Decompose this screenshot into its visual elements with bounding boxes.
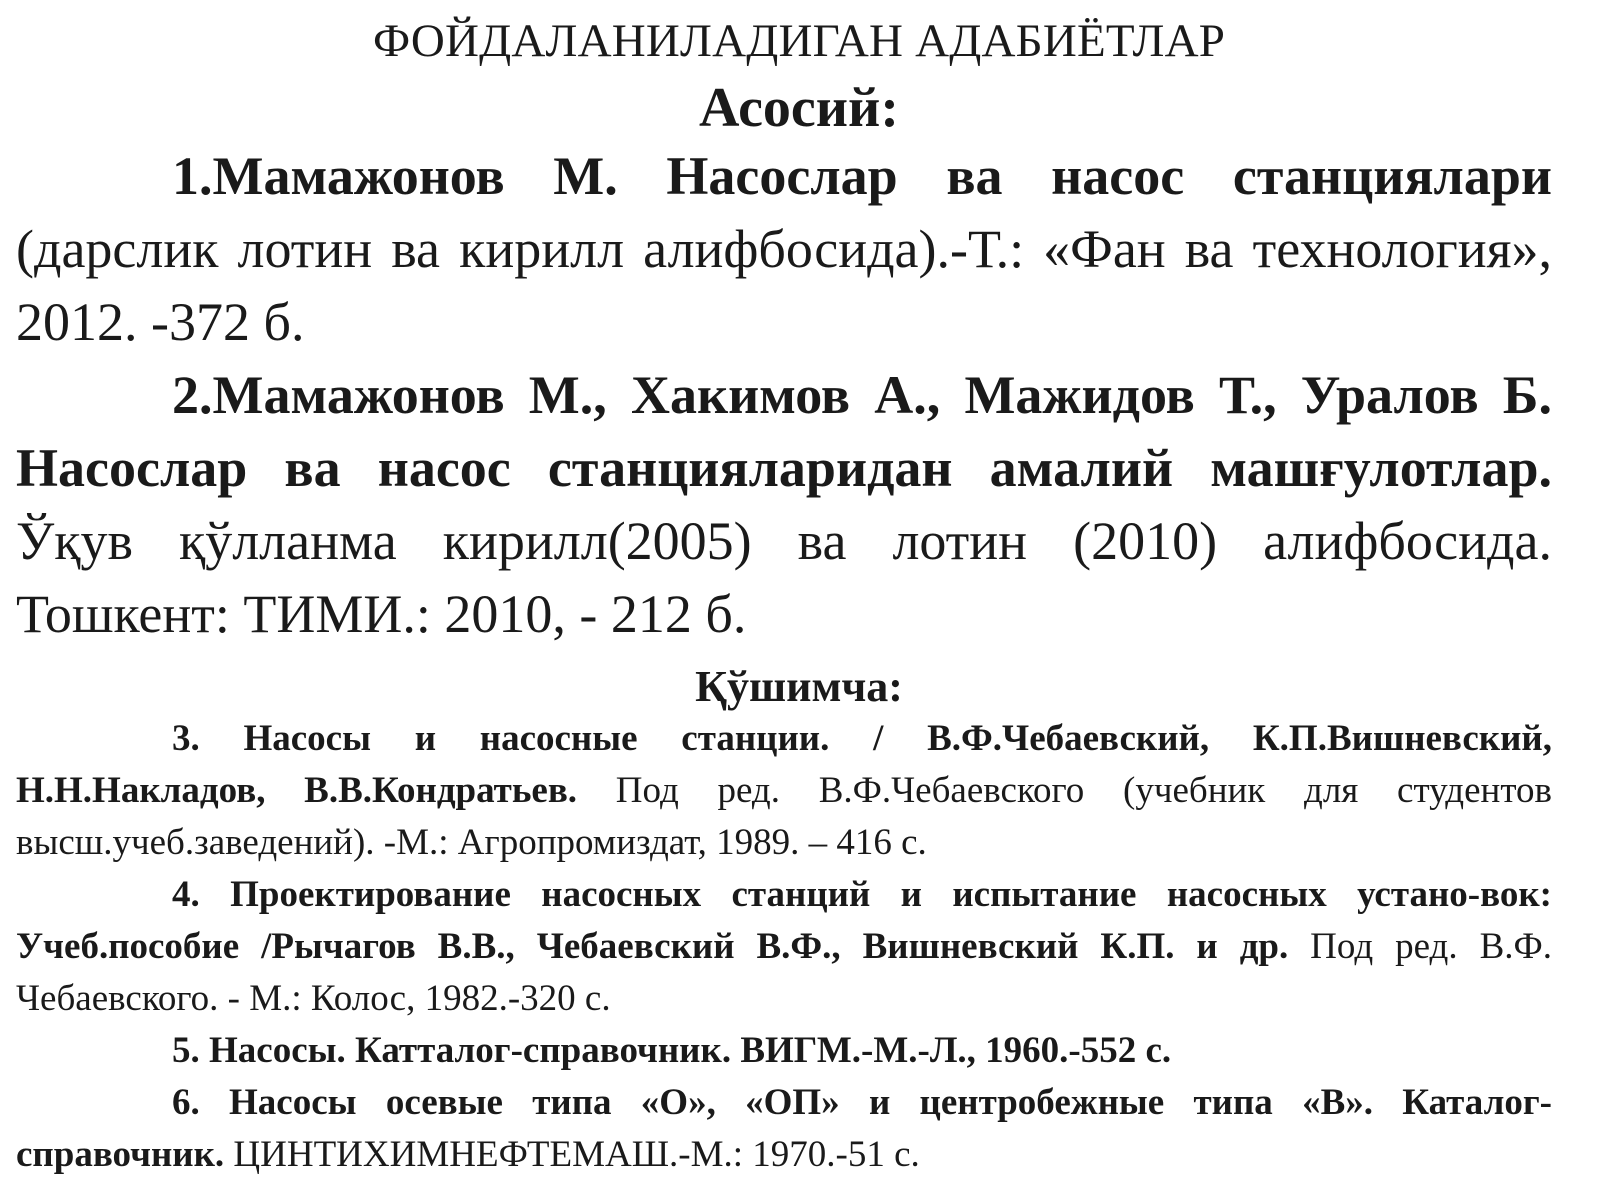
document-title: ФОЙДАЛАНИЛАДИГАН АДАБИЁТЛАР xyxy=(372,15,1226,67)
reference-6-normal-text: ЦИНТИХИМНЕФТЕМАШ.-М.: 1970.-51 с. xyxy=(224,1134,920,1175)
reference-item-2 xyxy=(16,359,1552,651)
reference-item-4 xyxy=(16,869,1552,1025)
references-page xyxy=(16,0,1552,1181)
reference-4-normal-text: Под ред. В.Ф. Чебаевского. - М.: Колос, 1982.-320 с. xyxy=(16,926,1552,1019)
reference-4-bold-text: 4. Проектирование насосных станций и испытание насосных устано-вок: Учеб.пособие /Рычагов В.В., Чебаевский В.Ф., Вишневский К.П. и др. xyxy=(16,874,1552,967)
reference-2-bold-text: 2.Мамажонов М., Хакимов А., Мажидов Т., Уралов Б. Насослар ва насос станцияларидан амалий машғулотлар. xyxy=(16,365,1552,498)
additional-section-heading: Қўшимча: xyxy=(695,662,903,711)
reference-3-bold-text: 3. Насосы и насосные станции. / В.Ф.Чебаевский, К.П.Вишневский, Н.Н.Накладов, В.В.Кондратьев. xyxy=(16,718,1552,811)
reference-1-bold-text: 1.Мамажонов М. Насослар ва насос станциялари xyxy=(172,146,1552,206)
reference-5-bold-text: 5. Насосы. Катталог-справочник. ВИГМ.-М.-Л., 1960.-552 с. xyxy=(172,1030,1172,1071)
reference-item-3 xyxy=(16,713,1552,869)
main-section-heading: Асосий: xyxy=(699,77,899,139)
reference-3-normal-text: Под ред. В.Ф.Чебаевского (учебник для студентов высш.учеб.заведений). -М.: Агропромиздат, 1989. – 416 с. xyxy=(16,770,1552,863)
reference-2-normal-text: Ўқув қўлланма кирилл(2005) ва лотин (2010) алифбосида. Тошкент: ТИМИ.: 2010, - 212 б. xyxy=(16,511,1552,644)
reference-item-1 xyxy=(16,140,1552,359)
reference-item-6 xyxy=(16,1077,1552,1181)
reference-item-5 xyxy=(16,1025,1552,1077)
reference-1-normal-text: (дарслик лотин ва кирилл алифбосида).-Т.: «Фан ва технология», 2012. -372 б. xyxy=(16,219,1552,352)
reference-6-bold-text: 6. Насосы осевые типа «О», «ОП» и центробежные типа «В». Каталог-справочник. xyxy=(16,1082,1552,1175)
